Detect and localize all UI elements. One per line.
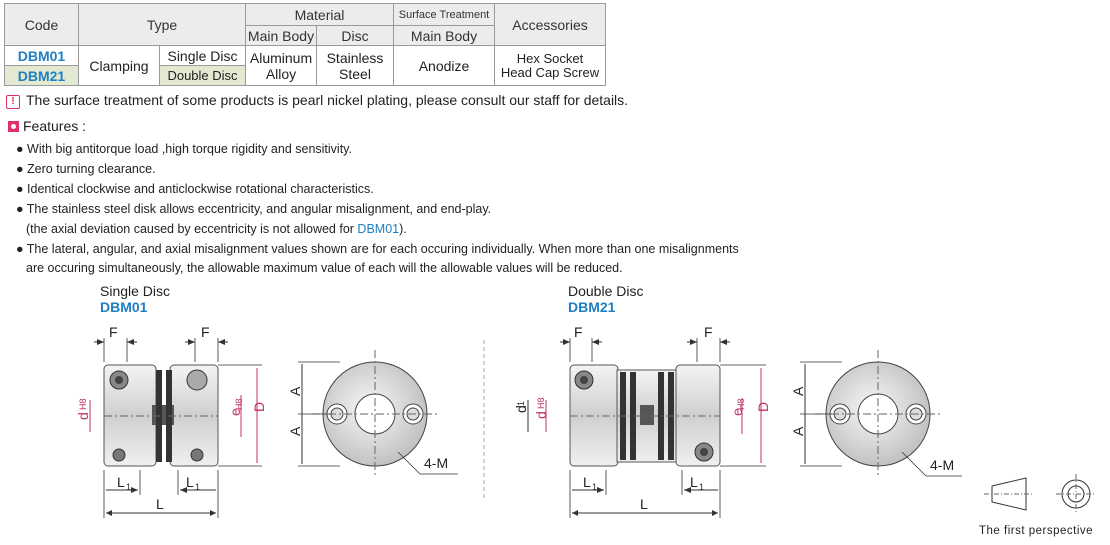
dim-l-double: L <box>640 496 648 512</box>
double-end-view <box>790 350 962 478</box>
type-single-disc: Single Disc <box>160 46 246 66</box>
surface-value: Anodize <box>394 46 495 86</box>
feature-item: ● The lateral, angular, and axial misalignment values shown are for each occuring individually. When more than one misalignments <box>16 242 739 256</box>
single-side-view <box>75 324 267 518</box>
dim-e-double: e <box>729 408 745 416</box>
dim-a-top: A <box>287 386 303 396</box>
warning-icon: ! <box>6 95 20 109</box>
dim-e-h8: H8 <box>234 398 244 410</box>
main-body-material-line1: Aluminum <box>249 49 313 66</box>
disc-material-line2: Steel <box>339 65 371 82</box>
dim-e: e <box>227 408 243 416</box>
dim-d1-sub: 1 <box>516 400 526 406</box>
dim-l1-left-sub: 1 <box>126 482 132 492</box>
dim-a-bottom-double: A <box>790 426 806 436</box>
header-accessories: Accessories <box>495 4 606 46</box>
dim-l: L <box>156 496 164 512</box>
dim-l1-left: L <box>117 474 125 490</box>
feature-item-cont: are occuring simultaneously, the allowable maximum value of each will the allowable values will be reduced. <box>26 261 623 275</box>
type-double-disc: Double Disc <box>160 66 246 86</box>
dim-f-right-double: F <box>704 324 713 340</box>
feature-subnote-code: DBM01 <box>357 222 400 236</box>
disc-material-line1: Stainless <box>326 49 384 66</box>
dim-l1-right-double: L <box>690 474 698 490</box>
double-side-view <box>513 324 771 518</box>
dim-a-top-double: A <box>790 386 806 396</box>
single-end-view <box>287 350 458 478</box>
dim-e-double-h8: H8 <box>736 398 746 410</box>
dim-4m-single: 4-M <box>424 455 449 471</box>
type-clamping: Clamping <box>79 46 160 86</box>
dim-d-left-double: d <box>533 411 549 419</box>
dim-f-right: F <box>201 324 210 340</box>
dim-a-bottom: A <box>287 426 303 436</box>
accessories-line2: Head Cap Screw <box>500 64 600 80</box>
single-disc-code: DBM01 <box>100 299 148 315</box>
surface-note-text: The surface treatment of some products is pearl nickel plating, please consult our staff for details. <box>26 92 629 108</box>
header-material: Material <box>246 4 394 26</box>
dim-d-left: d <box>75 412 91 420</box>
feature-item: ● Identical clockwise and anticlockwise rotational characteristics. <box>16 182 374 196</box>
feature-subnote-suffix: ). <box>399 222 407 236</box>
header-surface-main-body: Main Body <box>394 26 495 46</box>
dim-f-left-double: F <box>574 324 583 340</box>
dim-l1-right-sub: 1 <box>195 482 201 492</box>
features-title: Features : <box>23 118 87 134</box>
dim-d-left-double-h8: H8 <box>536 397 546 409</box>
dim-4m-double: 4-M <box>930 457 955 473</box>
header-type: Type <box>79 4 246 46</box>
feature-item: ● With big antitorque load ,high torque rigidity and sensitivity. <box>16 142 352 156</box>
dim-l1-left-double-sub: 1 <box>592 482 598 492</box>
code-dbm21: DBM21 <box>5 66 79 86</box>
accessories-line1: Hex Socket <box>516 50 584 66</box>
dim-d-right: D <box>251 401 267 412</box>
dim-l1-left-double: L <box>583 474 591 490</box>
perspective-label: The first perspective <box>979 525 1094 537</box>
header-code: Code <box>5 4 79 46</box>
header-disc: Disc <box>317 26 394 46</box>
feature-subnote-text: (the axial deviation caused by eccentricity is not allowed for <box>26 222 358 236</box>
double-disc-code: DBM21 <box>568 299 616 315</box>
feature-item: ● The stainless steel disk allows eccentricity, and angular misalignment, and end-play. <box>16 202 492 216</box>
dim-d1: d <box>513 405 529 413</box>
single-disc-title: Single Disc <box>100 283 171 299</box>
dim-l1-right-double-sub: 1 <box>699 482 705 492</box>
code-dbm01: DBM01 <box>5 46 79 66</box>
main-body-material-line2: Alloy <box>265 65 297 82</box>
dim-d-h8: H8 <box>78 398 88 410</box>
header-surface-treatment: Surface Treatment <box>394 4 495 26</box>
projection-symbol-icon <box>984 474 1096 514</box>
dim-l1-right: L <box>186 474 194 490</box>
double-disc-title: Double Disc <box>568 283 644 299</box>
header-main-body: Main Body <box>246 26 317 46</box>
dim-d-right-double: D <box>755 401 771 412</box>
feature-item: ● Zero turning clearance. <box>16 162 156 176</box>
dim-f-left: F <box>109 324 118 340</box>
